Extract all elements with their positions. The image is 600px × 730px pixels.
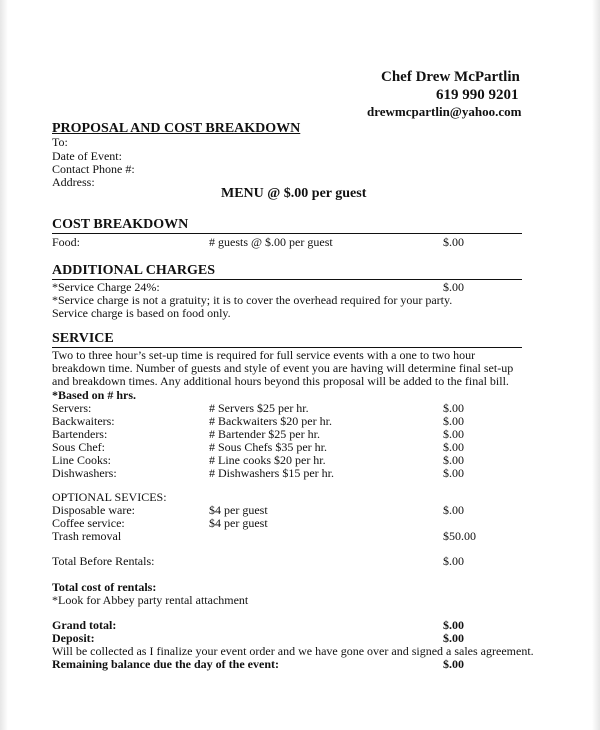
staff-amount: $.00	[443, 401, 464, 415]
contact-phone-label: Contact Phone #:	[52, 162, 135, 176]
optional-label: Disposable ware:	[52, 503, 135, 517]
address-label: Address:	[52, 175, 95, 189]
staff-rate: # Servers $25 per hr.	[209, 401, 309, 415]
date-of-event-label: Date of Event:	[52, 149, 122, 163]
service-paragraph: Two to three hour’s set-up time is required for full service events with a one to two hour breakdown time. Number of guests and style of event you are having will determine final set-up and breakdown times. Any additional hours beyond this proposal will be added to the final bill.	[52, 348, 514, 388]
remaining-balance-label: Remaining balance due the day of the event:	[52, 657, 279, 671]
staff-rate: # Dishwashers $15 per hr.	[209, 466, 334, 480]
proposal-title: PROPOSAL AND COST BREAKDOWN	[52, 121, 301, 136]
staff-amount: $.00	[443, 427, 464, 441]
remaining-balance-amount: $.00	[443, 657, 464, 671]
chef-name: Chef Drew McPartlin	[381, 69, 520, 85]
staff-rate: # Backwaiters $20 per hr.	[209, 414, 332, 428]
page-shadow-left	[0, 0, 8, 730]
rentals-note: *Look for Abbey party rental attachment	[52, 593, 249, 607]
staff-rate: # Line cooks $20 per hr.	[209, 453, 326, 467]
optional-amount: $50.00	[443, 529, 476, 543]
deposit-label: Deposit:	[52, 631, 95, 645]
chef-email: drewmcpartlin@yahoo.com	[367, 104, 522, 119]
page-shadow-right	[592, 0, 600, 730]
grand-total-amount: $.00	[443, 618, 464, 632]
divider	[52, 233, 522, 234]
to-label: To:	[52, 135, 68, 149]
optional-rate: $4 per guest	[209, 516, 268, 530]
additional-charges-title: ADDITIONAL CHARGES	[52, 263, 215, 278]
staff-rate: # Sous Chefs $35 per hr.	[209, 440, 327, 454]
staff-label: Servers:	[52, 401, 92, 415]
food-calc: # guests @ $.00 per guest	[209, 235, 333, 249]
staff-label: Sous Chef:	[52, 440, 106, 454]
service-charge-basis: Service charge is based on food only.	[52, 306, 231, 320]
optional-services-title: OPTIONAL SEVICES:	[52, 490, 167, 504]
optional-label: Coffee service:	[52, 516, 125, 530]
rentals-title: Total cost of rentals:	[52, 580, 157, 594]
staff-label: Backwaiters:	[52, 414, 115, 428]
food-amount: $.00	[443, 235, 464, 249]
deposit-collection-note: Will be collected as I finalize your event order and we have gone over and signed a sales agreement.	[52, 644, 534, 658]
menu-line: MENU @ $.00 per guest	[221, 186, 367, 201]
optional-amount: $.00	[443, 503, 464, 517]
staff-amount: $.00	[443, 440, 464, 454]
staff-amount: $.00	[443, 453, 464, 467]
service-title: SERVICE	[52, 331, 114, 346]
staff-label: Line Cooks:	[52, 453, 111, 467]
based-on-hours: *Based on # hrs.	[52, 388, 137, 402]
staff-label: Dishwashers:	[52, 466, 117, 480]
total-before-rentals-amount: $.00	[443, 554, 464, 568]
service-charge-amount: $.00	[443, 280, 464, 294]
service-charge-label: *Service Charge 24%:	[52, 280, 160, 294]
staff-amount: $.00	[443, 414, 464, 428]
staff-amount: $.00	[443, 466, 464, 480]
chef-phone: 619 990 9201	[436, 87, 519, 103]
staff-rate: # Bartender $25 per hr.	[209, 427, 320, 441]
service-charge-note: *Service charge is not a gratuity; it is to cover the overhead required for your party.	[52, 293, 453, 307]
staff-label: Bartenders:	[52, 427, 108, 441]
deposit-amount: $.00	[443, 631, 464, 645]
optional-label: Trash removal	[52, 529, 122, 543]
total-before-rentals-label: Total Before Rentals:	[52, 554, 155, 568]
grand-total-label: Grand total:	[52, 618, 117, 632]
optional-rate: $4 per guest	[209, 503, 268, 517]
cost-breakdown-title: COST BREAKDOWN	[52, 217, 189, 232]
food-label: Food:	[52, 235, 81, 249]
